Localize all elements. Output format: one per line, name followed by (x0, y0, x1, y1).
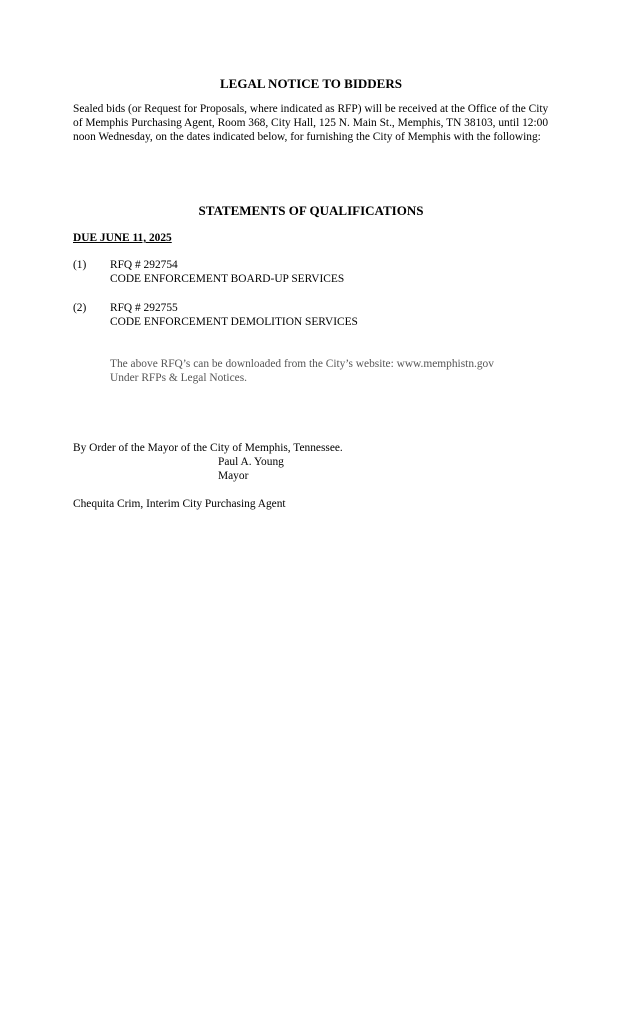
order-statement: By Order of the Mayor of the City of Memphis, Tennessee. (73, 442, 343, 454)
item-rfq-number: RFQ # 292754 (110, 259, 178, 271)
download-note (110, 357, 550, 385)
item-number: (2) (73, 302, 87, 314)
item-description: CODE ENFORCEMENT BOARD-UP SERVICES (110, 273, 345, 285)
item-body (110, 258, 550, 286)
purchasing-agent: Chequita Crim, Interim City Purchasing Agent (73, 498, 286, 510)
section-title: STATEMENTS OF QUALIFICATIONS (198, 203, 424, 218)
item-number: (1) (73, 259, 87, 271)
signature-block (218, 455, 284, 483)
signer-title: Mayor (218, 470, 249, 482)
item-description: CODE ENFORCEMENT DEMOLITION SERVICES (110, 316, 358, 328)
due-date: DUE JUNE 11, 2025 (73, 232, 172, 244)
download-note-line-1: The above RFQ’s can be downloaded from the City’s website: www.memphistn.gov (110, 358, 494, 370)
signer-name: Paul A. Young (218, 456, 284, 468)
notice-title: LEGAL NOTICE TO BIDDERS (220, 76, 402, 91)
item-body (110, 301, 550, 329)
download-note-line-2: Under RFPs & Legal Notices. (110, 372, 247, 384)
item-rfq-number: RFQ # 292755 (110, 302, 178, 314)
intro-paragraph: Sealed bids (or Request for Proposals, where indicated as RFP) will be received at the Office of the City of Memphis Purchasing Agent, Room 368, City Hall, 125 N. Main St., Memphis, TN 38103, until 12:00 noon Wednesday, on the dates indicated below, for furnishing the City of Memphis with the following: (73, 103, 549, 143)
